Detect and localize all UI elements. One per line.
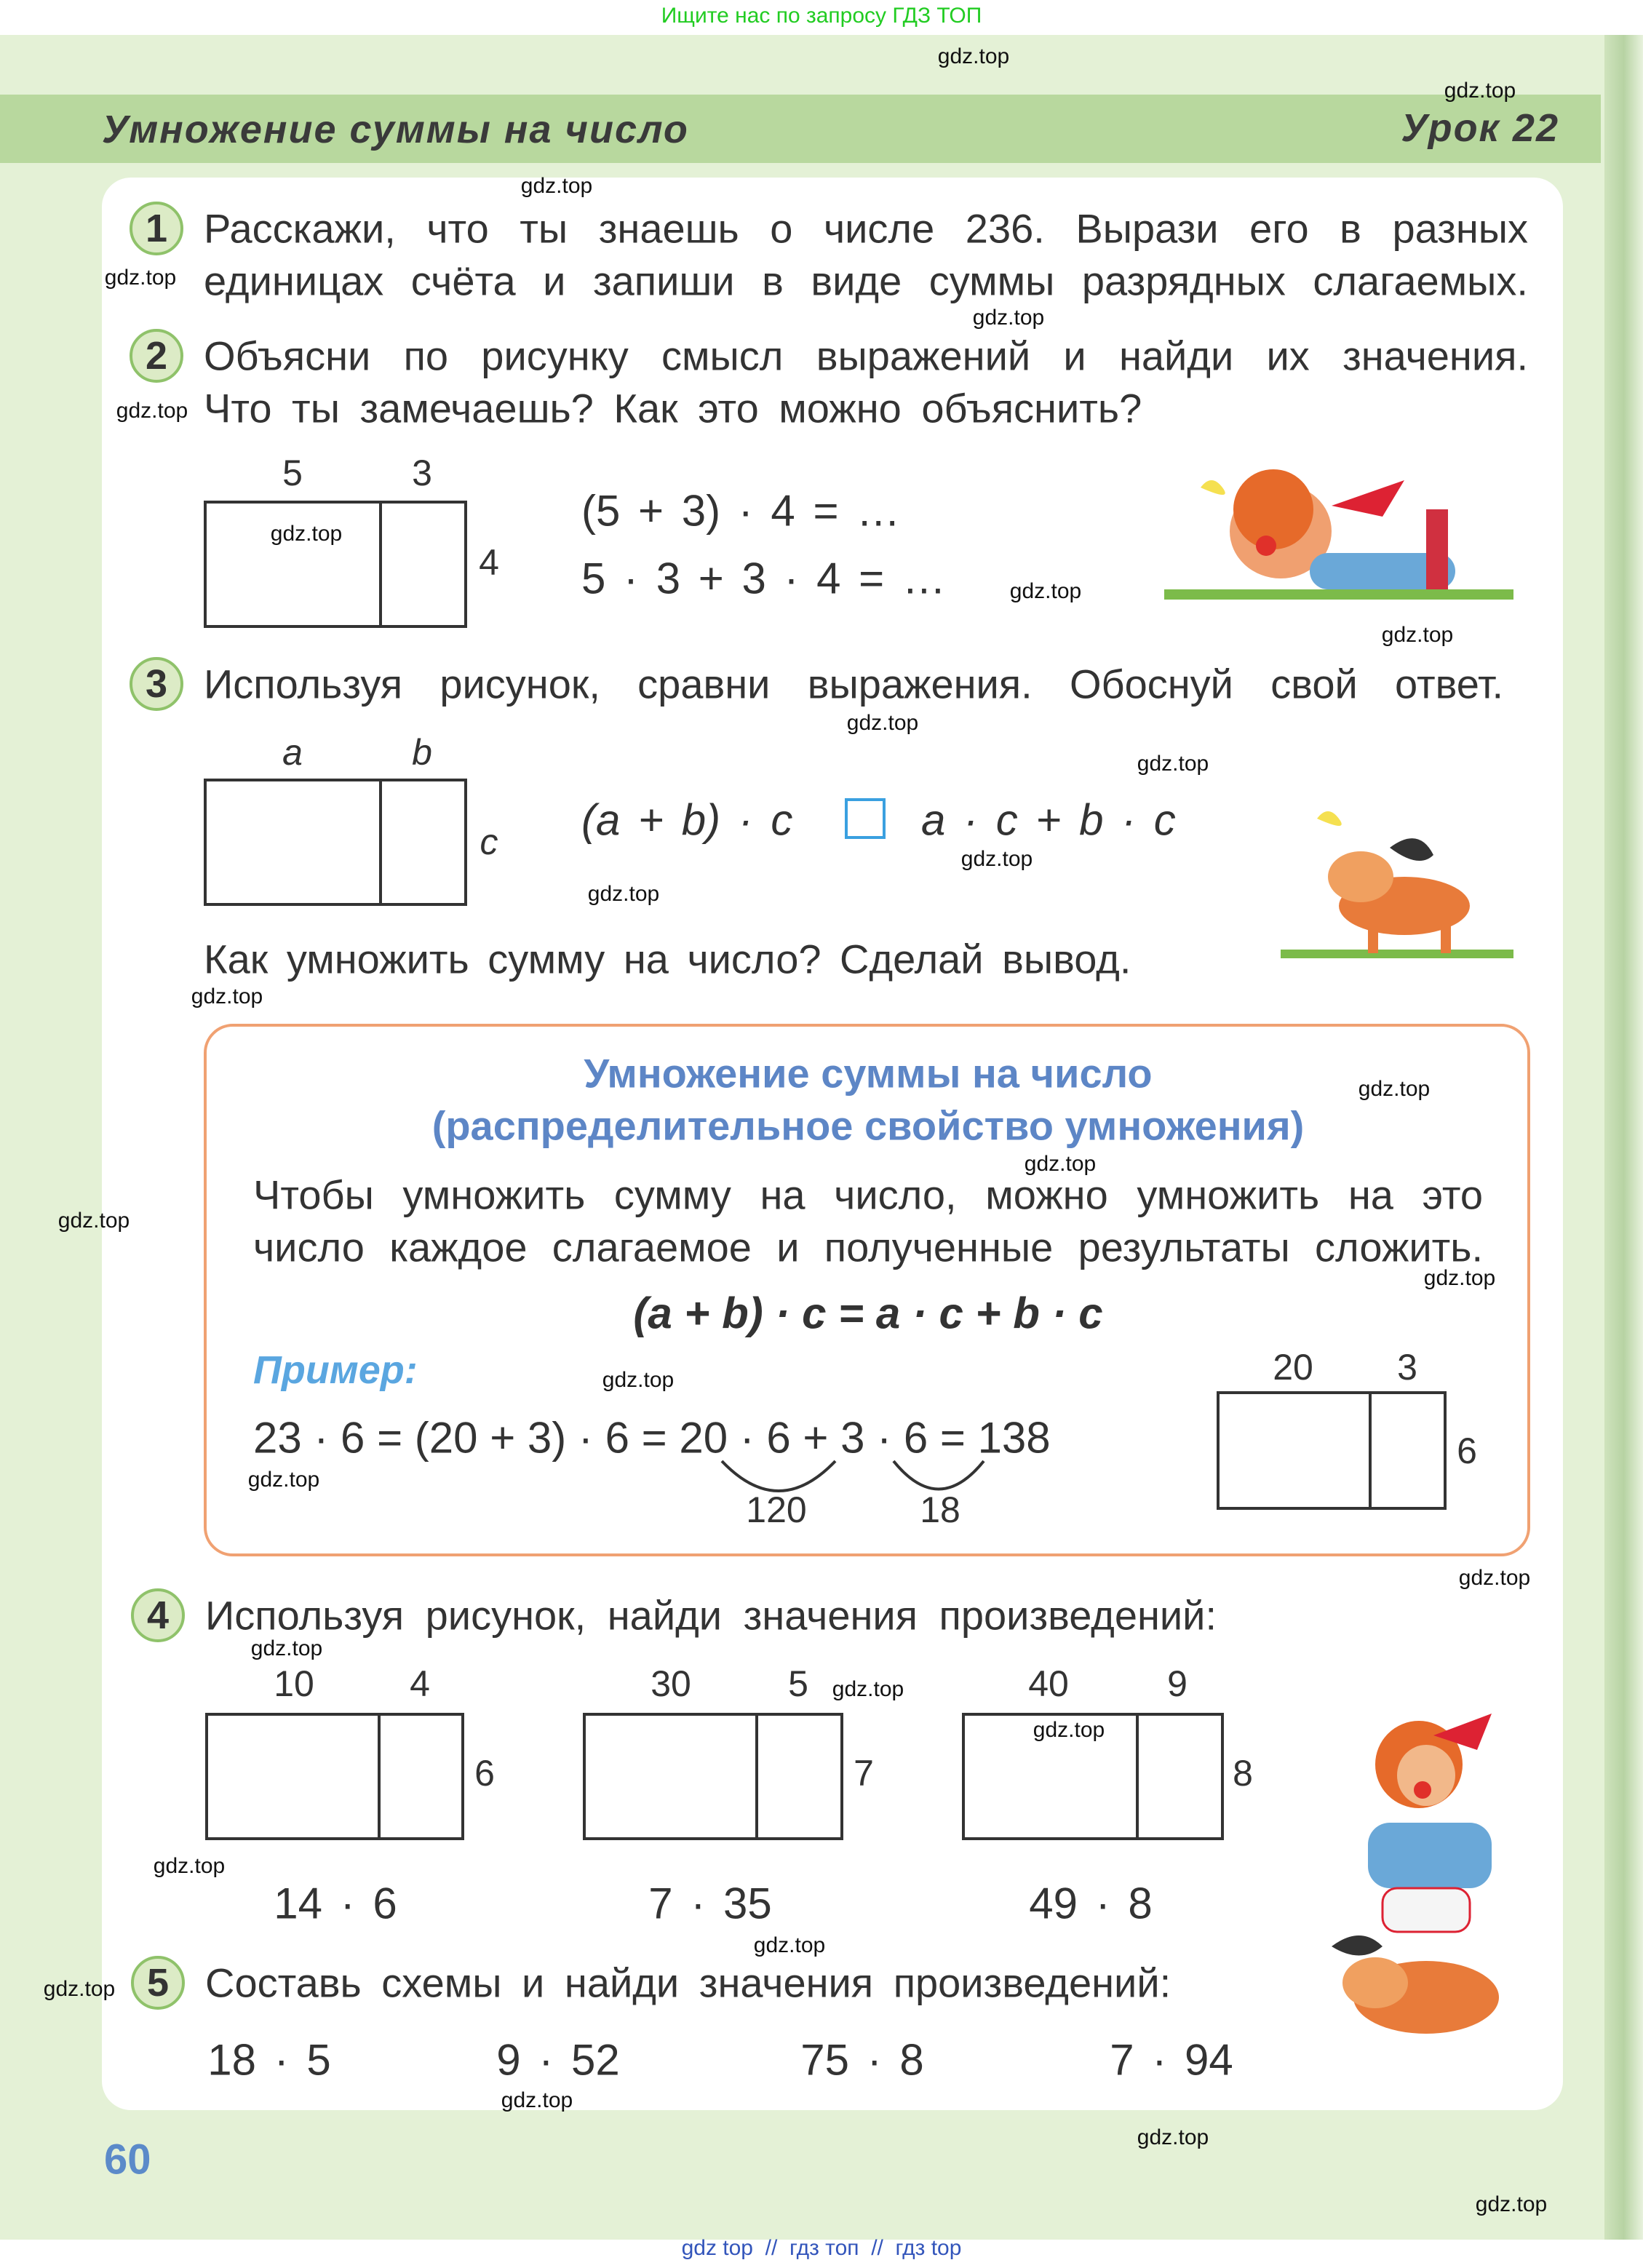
product: 18 · 5 bbox=[207, 2035, 331, 2085]
task-3-conclusion: Как умножить сумму на число? Сделай вывод. bbox=[204, 936, 1131, 982]
watermark: gdz.top bbox=[191, 984, 263, 1008]
bottom-banner[interactable]: gdz top // гдз топ // гдз top bbox=[681, 2236, 962, 2260]
diagram-label: 4 bbox=[410, 1663, 430, 1704]
clown-illustration bbox=[1164, 466, 1521, 626]
task-4-text: Используя рисунок, найди значения произведений: bbox=[205, 1592, 1217, 1639]
diagram-label: b bbox=[412, 732, 432, 773]
expression: 5 · 3 + 3 · 4 = … bbox=[581, 554, 946, 603]
watermark: gdz.top bbox=[116, 399, 188, 423]
watermark: gdz.top bbox=[43, 1977, 116, 2001]
diagram-label: 5 bbox=[282, 453, 303, 493]
watermark: gdz.top bbox=[960, 847, 1033, 871]
watermark: gdz.top bbox=[846, 711, 919, 735]
product: 14 · 6 bbox=[274, 1879, 397, 1928]
watermark: gdz.top bbox=[104, 266, 177, 290]
task-3-text: Используя рисунок, сравни выражения. Обоснуй свой ответ. bbox=[204, 661, 1503, 707]
diagram-label: 8 bbox=[1233, 1753, 1253, 1794]
rule-text: число каждое слагаемое и полученные результаты сложить. bbox=[253, 1224, 1483, 1270]
watermark: gdz.top bbox=[520, 174, 593, 198]
page-number: 60 bbox=[104, 2136, 151, 2184]
rule-subtitle: (распределительное свойство умножения) bbox=[431, 1102, 1305, 1149]
diagram-label: 4 bbox=[479, 542, 499, 583]
watermark: gdz.top bbox=[250, 1636, 323, 1660]
product: 9 · 52 bbox=[496, 2035, 620, 2085]
watermark: gdz.top bbox=[972, 306, 1045, 330]
diagram-label: c bbox=[480, 821, 498, 862]
watermark: gdz.top bbox=[1024, 1152, 1097, 1176]
task-5-text: Составь схемы и найди значения произведений: bbox=[205, 1959, 1171, 2006]
task-1-text: Расскажи, что ты знаешь о числе 236. Вырази его в разных bbox=[204, 205, 1528, 252]
right-expression: a · c + b · c bbox=[921, 795, 1176, 845]
area-diagram bbox=[583, 1713, 843, 1840]
watermark: gdz.top bbox=[1358, 1077, 1431, 1101]
task-2-text: Что ты замечаешь? Как это можно объяснить? bbox=[204, 385, 1142, 431]
product: 7 · 35 bbox=[648, 1879, 772, 1928]
watermark: gdz.top bbox=[57, 1209, 130, 1233]
partial-product: 120 bbox=[746, 1489, 807, 1530]
diagram-label: 20 bbox=[1273, 1347, 1313, 1388]
left-expression: (a + b) · c bbox=[581, 795, 793, 845]
watermark: gdz.top bbox=[501, 2088, 573, 2112]
dog-illustration bbox=[1281, 797, 1521, 971]
rule-formula: (a + b) · c = a · c + b · c bbox=[633, 1289, 1103, 1338]
diagram-label: 6 bbox=[474, 1753, 495, 1794]
lesson-label: Урок 22 bbox=[1401, 106, 1559, 150]
diagram-label: 7 bbox=[854, 1753, 874, 1794]
top-banner[interactable]: Ищите нас по запросу ГДЗ ТОП bbox=[661, 4, 982, 28]
watermark: gdz.top bbox=[247, 1468, 320, 1492]
watermark: gdz.top bbox=[602, 1368, 675, 1392]
task-number-2: 2 bbox=[130, 329, 183, 383]
diagram-label: 9 bbox=[1167, 1663, 1188, 1704]
watermark: gdz.top bbox=[1009, 579, 1082, 603]
product: 7 · 94 bbox=[1110, 2035, 1233, 2085]
task-2-text: Объясни по рисунку смысл выражений и найди их значения. bbox=[204, 333, 1528, 379]
watermark: gdz.top bbox=[937, 44, 1010, 68]
example-equation: 23 · 6 = (20 + 3) · 6 = 20 · 6 + 3 · 6 = 138 bbox=[253, 1413, 1051, 1463]
watermark: gdz.top bbox=[587, 882, 660, 906]
task-1-text: единицах счёта и запиши в виде суммы разрядных слагаемых. bbox=[204, 258, 1528, 304]
task-number-4: 4 bbox=[131, 1588, 185, 1642]
task-number-5: 5 bbox=[131, 1956, 185, 2010]
watermark: gdz.top bbox=[1033, 1718, 1105, 1742]
watermark: gdz.top bbox=[1381, 623, 1454, 647]
watermark: gdz.top bbox=[1458, 1566, 1531, 1590]
partial-product: 18 bbox=[920, 1489, 960, 1530]
rule-title: Умножение суммы на число bbox=[584, 1050, 1153, 1097]
area-diagram bbox=[205, 1713, 464, 1840]
product: 75 · 8 bbox=[800, 2035, 924, 2085]
diagram-label: 3 bbox=[1397, 1347, 1417, 1388]
example-label: Пример: bbox=[253, 1348, 418, 1392]
page-title: Умножение суммы на число bbox=[102, 108, 689, 151]
watermark: gdz.top bbox=[270, 522, 343, 546]
task-number-1: 1 bbox=[130, 202, 183, 255]
diagram-label: 40 bbox=[1028, 1663, 1069, 1704]
diagram-label: 10 bbox=[274, 1663, 314, 1704]
watermark: gdz.top bbox=[753, 1933, 826, 1957]
diagram-label: 5 bbox=[788, 1663, 808, 1704]
area-diagram bbox=[204, 779, 467, 906]
product: 49 · 8 bbox=[1029, 1879, 1153, 1928]
diagram-label: 3 bbox=[412, 453, 432, 493]
watermark: gdz.top bbox=[1137, 2125, 1209, 2149]
watermark: gdz.top bbox=[1444, 79, 1516, 103]
task-number-3: 3 bbox=[130, 657, 183, 711]
watermark: gdz.top bbox=[1423, 1266, 1496, 1290]
page-edge bbox=[1604, 35, 1643, 2240]
diagram-label: 6 bbox=[1457, 1431, 1477, 1471]
area-diagram bbox=[204, 501, 467, 628]
comparison-sign-box[interactable] bbox=[845, 798, 886, 839]
rule-text: Чтобы умножить сумму на число, можно умножить на это bbox=[253, 1171, 1483, 1218]
watermark: gdz.top bbox=[1475, 2192, 1548, 2216]
clown-and-dog-illustration bbox=[1324, 1706, 1550, 2070]
watermark: gdz.top bbox=[832, 1677, 904, 1701]
watermark: gdz.top bbox=[153, 1854, 226, 1878]
diagram-label: a bbox=[282, 732, 303, 773]
area-diagram bbox=[1217, 1391, 1447, 1510]
watermark: gdz.top bbox=[1137, 752, 1209, 776]
expression: (5 + 3) · 4 = … bbox=[581, 486, 901, 536]
diagram-label: 30 bbox=[651, 1663, 691, 1704]
